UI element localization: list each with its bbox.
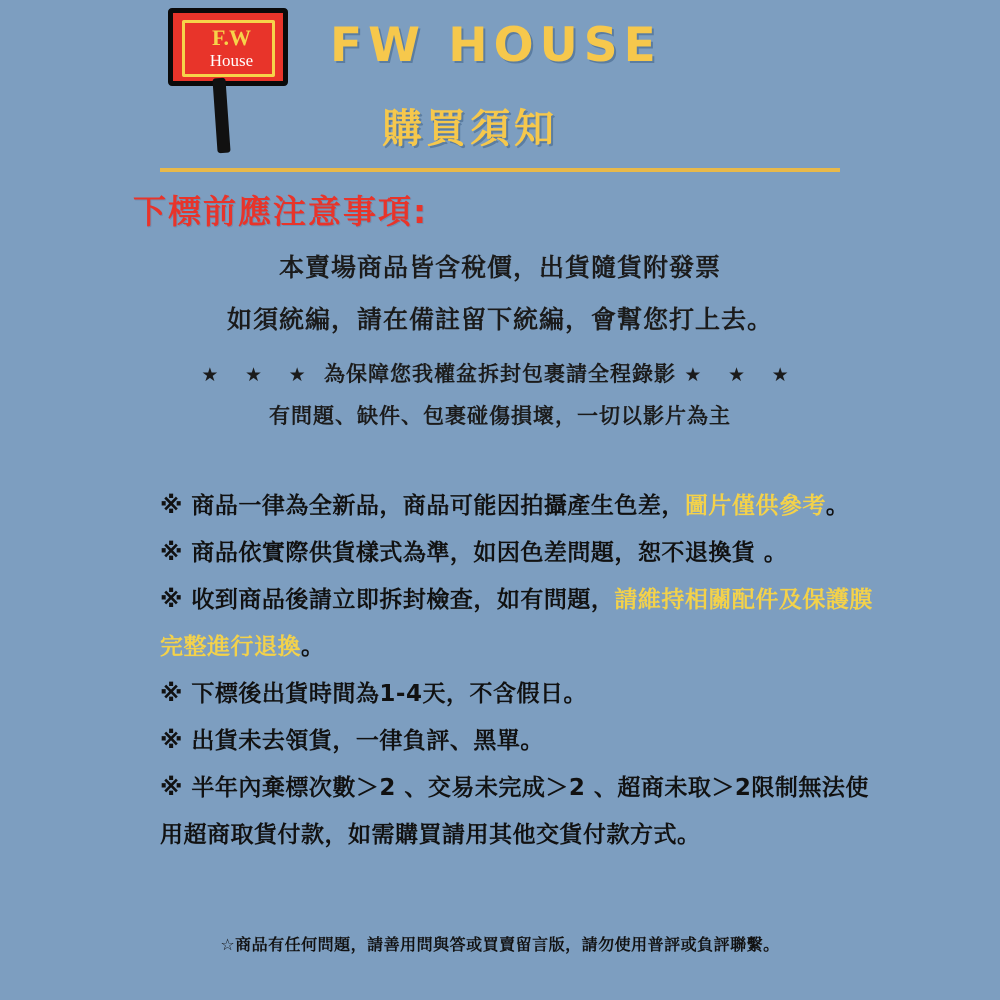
rules-list (160, 483, 878, 859)
rule-marker: ※ (160, 775, 183, 801)
rule-text-highlight: 圖片僅供參考 (684, 493, 826, 519)
list-item (160, 530, 878, 577)
page-title: FW HOUSE (330, 18, 662, 73)
rule-marker: ※ (160, 681, 183, 707)
notice-line-tax-id: 如須統編，請在備註留下統編，會幫您打上去。 (226, 305, 773, 334)
rule-text-tail: 。 (677, 822, 701, 848)
notice-record-text: 為保障您我權盆拆封包裹請全程錄影 (324, 362, 676, 386)
list-item (160, 483, 878, 530)
logo-brand-initials: F.W (212, 25, 251, 50)
stars-right: ★ ★ ★ (684, 364, 799, 386)
rule-text: 收到商品後請立即拆封檢查，如有問題， (191, 587, 615, 613)
logo-inner-frame (182, 20, 275, 77)
rule-text-highlight: 請維持相關配件及保護膜完整進行退換 (160, 587, 873, 660)
list-item (160, 718, 878, 765)
list-item (160, 765, 878, 859)
list-item (160, 671, 878, 718)
rule-text: 半年內棄標次數＞2 、交易未完成＞2 、超商未取＞2限制無法使用超商取貨付款，如需購買請用其他交貨付款方式 (160, 775, 869, 848)
rule-text: 商品一律為全新品，商品可能因拍攝產生色差， (191, 493, 685, 519)
notice-line-invoice: 本賣場商品皆含稅價，出貨隨貨附發票 (278, 253, 721, 282)
page-subtitle: 購買須知 (382, 106, 558, 152)
stars-left: ★ ★ ★ (201, 364, 316, 386)
rule-text-tail: 。 (301, 634, 325, 660)
rule-marker: ※ (160, 728, 183, 754)
logo-brand-word: House (209, 51, 254, 70)
rule-marker: ※ (160, 587, 183, 613)
rule-text-tail: 。 (825, 493, 850, 519)
rule-text-tail: 。 (755, 540, 788, 566)
rule-marker: ※ (160, 493, 183, 519)
header-divider (160, 168, 840, 172)
rule-marker: ※ (160, 540, 183, 566)
notice-line-damage: 有問題、缺件、包裹碰傷損壞，一切以影片為主 (269, 404, 731, 428)
notice-line-record-video (0, 358, 1000, 388)
rule-text: 出貨未去領貨，一律負評、黑單。 (191, 728, 544, 754)
fw-house-logo (168, 8, 298, 178)
logo-signboard (168, 8, 288, 86)
notice-heading: 下標前應注意事項: (133, 192, 429, 231)
logo-sign-post (212, 78, 230, 154)
notice-center-block (0, 248, 1000, 430)
list-item (160, 577, 878, 671)
rule-text: 下標後出貨時間為1-4天，不含假日。 (191, 681, 587, 707)
rule-text: 商品依實際供貨樣式為準，如因色差問題，恕不退換貨 (191, 540, 756, 566)
footer-note: ☆商品有任何問題，請善用問與答或買賣留言版，請勿使用普評或負評聯繫。 (220, 935, 780, 954)
